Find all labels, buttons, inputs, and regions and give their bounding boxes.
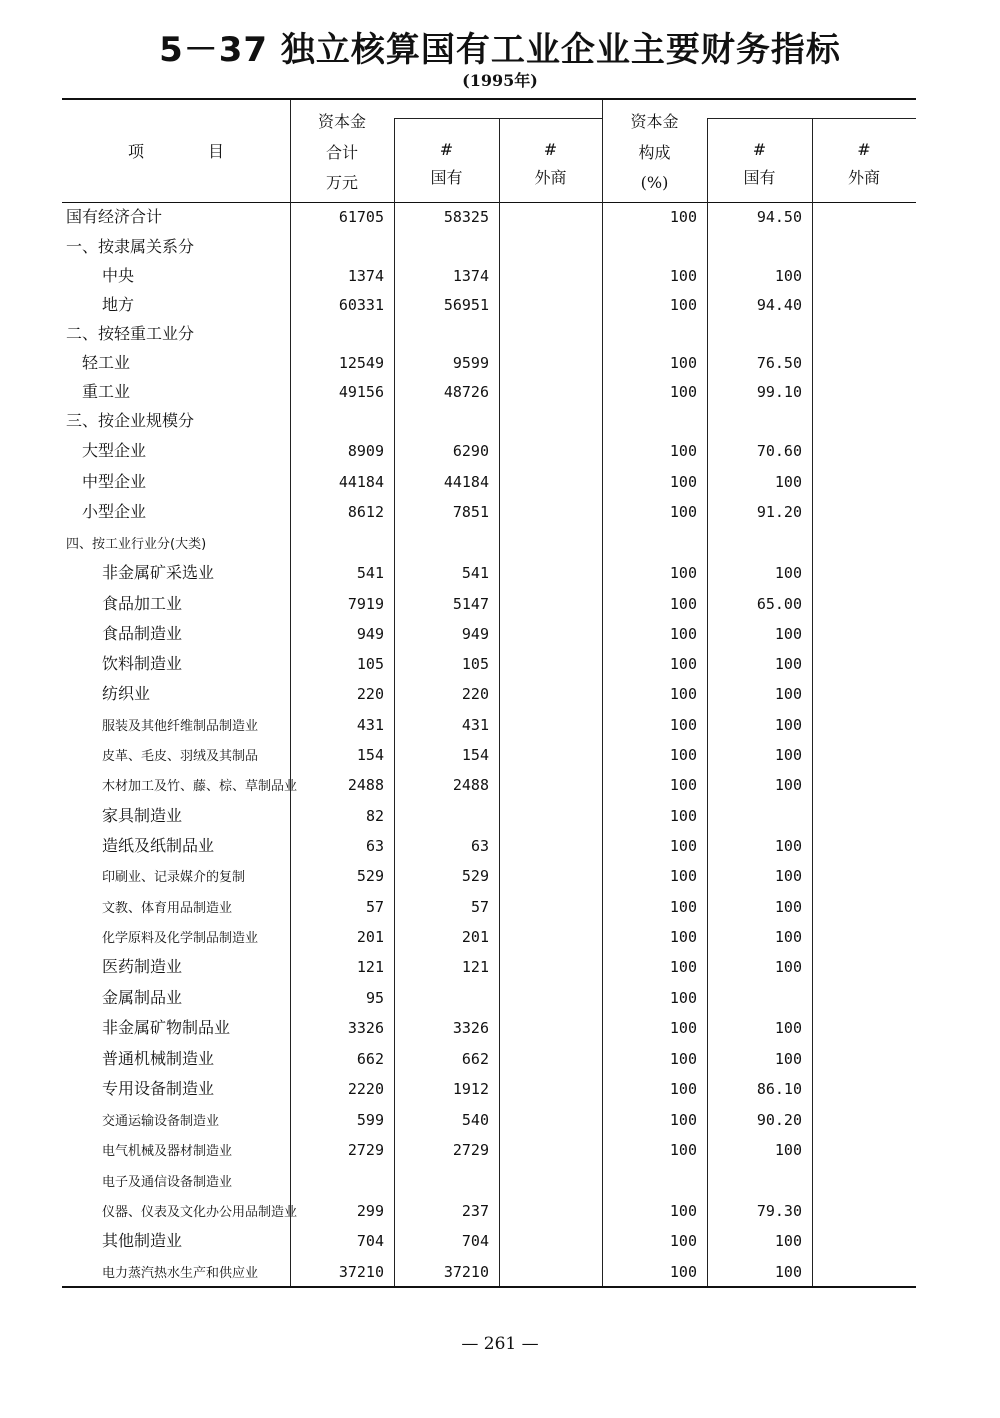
cell-total: 8612 — [347, 503, 384, 521]
table-row — [62, 681, 916, 707]
header-cap-total-3: 万元 — [325, 173, 358, 192]
row-label: 专用设备制造业 — [102, 1079, 215, 1098]
cell-total: 63 — [365, 837, 384, 855]
table-row — [62, 499, 916, 525]
row-label: 非金属矿物制品业 — [102, 1018, 231, 1037]
cell-comp: 100 — [669, 473, 697, 491]
cell-comp-state: 94.40 — [756, 296, 802, 314]
table-row — [62, 591, 916, 617]
row-label: 文教、体育用品制造业 — [102, 901, 233, 916]
cell-state: 2729 — [452, 1141, 489, 1159]
cell-state: 540 — [461, 1111, 489, 1129]
cell-total: 2729 — [347, 1141, 384, 1159]
cell-comp: 100 — [669, 807, 697, 825]
cell-comp: 100 — [669, 1050, 697, 1068]
cell-comp: 100 — [669, 1141, 697, 1159]
row-label: 小型企业 — [82, 502, 147, 521]
cell-comp-state: 99.10 — [756, 383, 802, 401]
cell-total: 662 — [356, 1050, 384, 1068]
cell-state: 220 — [461, 685, 489, 703]
table-row — [62, 712, 916, 738]
table-row — [62, 1137, 916, 1163]
cell-state: 949 — [461, 625, 489, 643]
cell-total: 37210 — [338, 1263, 384, 1281]
cell-comp-state: 100 — [774, 564, 802, 582]
cell-state: 5147 — [452, 595, 489, 613]
cell-total: 431 — [356, 716, 384, 734]
cell-total: 8909 — [347, 442, 384, 460]
row-label: 普通机械制造业 — [102, 1049, 215, 1068]
cell-comp: 100 — [669, 837, 697, 855]
row-label: 仪器、仪表及文化办公用品制造业 — [102, 1205, 298, 1220]
table-row — [62, 985, 916, 1011]
cell-total: 201 — [356, 928, 384, 946]
cell-comp: 100 — [669, 1019, 697, 1037]
cell-total: 949 — [356, 625, 384, 643]
cell-comp: 100 — [669, 685, 697, 703]
cell-comp-state: 100 — [774, 746, 802, 764]
cell-comp-state: 70.60 — [756, 442, 802, 460]
table-row — [62, 560, 916, 586]
table-row — [62, 321, 916, 347]
cell-total: 12549 — [338, 354, 384, 372]
cell-comp: 100 — [669, 564, 697, 582]
cell-comp: 100 — [669, 1232, 697, 1250]
row-label: 其他制造业 — [102, 1231, 183, 1250]
row-label: 三、按企业规模分 — [66, 411, 195, 430]
cell-total: 704 — [356, 1232, 384, 1250]
cell-comp: 100 — [669, 867, 697, 885]
header-cap-total-2: 合计 — [325, 143, 358, 162]
table-row — [62, 772, 916, 798]
cell-total: 44184 — [338, 473, 384, 491]
cell-comp-state: 100 — [774, 958, 802, 976]
cell-comp-state: 91.20 — [756, 503, 802, 521]
cell-comp-state: 94.50 — [756, 208, 802, 226]
page-subtitle: (1995年) — [462, 71, 538, 90]
cell-comp: 100 — [669, 267, 697, 285]
cell-comp-state: 100 — [774, 1232, 802, 1250]
cell-state: 57 — [470, 898, 489, 916]
cell-state: 201 — [461, 928, 489, 946]
row-label: 非金属矿采选业 — [102, 563, 215, 582]
header-comp-total-1: 资本金 — [630, 112, 679, 131]
header-comp-total-3: (%) — [640, 173, 669, 192]
row-label: 化学原料及化学制品制造业 — [102, 931, 259, 946]
subheader-rule — [394, 118, 602, 119]
table-row — [62, 263, 916, 289]
cell-comp: 100 — [669, 1111, 697, 1129]
table-row — [62, 894, 916, 920]
table-row — [62, 863, 916, 889]
cell-comp: 100 — [669, 503, 697, 521]
cell-state: 529 — [461, 867, 489, 885]
table-row — [62, 924, 916, 950]
row-label: 金属制品业 — [102, 988, 183, 1007]
row-label: 医药制造业 — [102, 957, 183, 976]
financial-table — [62, 98, 916, 1288]
cell-state: 121 — [461, 958, 489, 976]
header-cap-foreign-1: # — [543, 140, 558, 159]
table-row — [62, 469, 916, 495]
row-label: 中型企业 — [82, 472, 147, 491]
table-row — [62, 621, 916, 647]
cell-state: 541 — [461, 564, 489, 582]
cell-total: 3326 — [347, 1019, 384, 1037]
cell-comp-state: 100 — [774, 928, 802, 946]
row-label: 中央 — [102, 266, 135, 285]
header-bottom-rule — [62, 202, 916, 203]
row-label: 电子及通信设备制造业 — [102, 1175, 233, 1190]
cell-state: 2488 — [452, 776, 489, 794]
cell-state: 6290 — [452, 442, 489, 460]
cell-state: 56951 — [443, 296, 489, 314]
row-label: 食品制造业 — [102, 624, 183, 643]
table-row — [62, 530, 916, 556]
row-label: 电力蒸汽热水生产和供应业 — [102, 1266, 259, 1281]
cell-state: 1912 — [452, 1080, 489, 1098]
page-title: 5－37 独立核算国有工业企业主要财务指标 — [159, 30, 841, 70]
header-item: 项 目 — [127, 142, 224, 161]
table-row — [62, 1259, 916, 1285]
cell-comp: 100 — [669, 776, 697, 794]
cell-total: 529 — [356, 867, 384, 885]
cell-comp-state: 65.00 — [756, 595, 802, 613]
header-cap-foreign-2: 外商 — [534, 168, 567, 187]
row-label: 食品加工业 — [102, 594, 183, 613]
cell-state: 37210 — [443, 1263, 489, 1281]
row-label: 服装及其他纤维制品制造业 — [102, 719, 259, 734]
cell-comp-state: 100 — [774, 1050, 802, 1068]
table-row — [62, 1015, 916, 1041]
table-row — [62, 234, 916, 260]
cell-comp: 100 — [669, 655, 697, 673]
cell-comp: 100 — [669, 442, 697, 460]
cell-total: 2488 — [347, 776, 384, 794]
cell-comp-state: 79.30 — [756, 1202, 802, 1220]
row-label: 二、按轻重工业分 — [66, 324, 195, 343]
cell-total: 154 — [356, 746, 384, 764]
cell-comp-state: 100 — [774, 655, 802, 673]
header-cap-state-2: 国有 — [430, 168, 463, 187]
subheader-rule — [707, 118, 916, 119]
cell-state: 662 — [461, 1050, 489, 1068]
table-top-rule — [62, 98, 916, 100]
cell-total: 1374 — [347, 267, 384, 285]
cell-comp-state: 100 — [774, 473, 802, 491]
cell-comp-state: 90.20 — [756, 1111, 802, 1129]
table-row — [62, 292, 916, 318]
row-label: 一、按隶属关系分 — [66, 237, 195, 256]
cell-state: 431 — [461, 716, 489, 734]
cell-comp-state: 100 — [774, 625, 802, 643]
table-row — [62, 1107, 916, 1133]
cell-total: 49156 — [338, 383, 384, 401]
table-row — [62, 833, 916, 859]
cell-total: 121 — [356, 958, 384, 976]
table-row — [62, 350, 916, 376]
cell-comp: 100 — [669, 296, 697, 314]
table-row — [62, 742, 916, 768]
cell-total: 220 — [356, 685, 384, 703]
cell-total: 7919 — [347, 595, 384, 613]
header-comp-state-2: 国有 — [743, 168, 776, 187]
cell-state: 58325 — [443, 208, 489, 226]
cell-total: 2220 — [347, 1080, 384, 1098]
row-label: 皮革、毛皮、羽绒及其制品 — [102, 749, 259, 764]
cell-comp: 100 — [669, 898, 697, 916]
cell-comp: 100 — [669, 1080, 697, 1098]
row-label: 国有经济合计 — [66, 207, 163, 226]
cell-total: 95 — [365, 989, 384, 1007]
cell-comp-state: 100 — [774, 685, 802, 703]
cell-comp-state: 100 — [774, 776, 802, 794]
cell-comp-state: 100 — [774, 837, 802, 855]
cell-comp-state: 100 — [774, 898, 802, 916]
cell-state: 48726 — [443, 383, 489, 401]
row-label: 木材加工及竹、藤、棕、草制品业 — [102, 779, 298, 794]
cell-total: 60331 — [338, 296, 384, 314]
row-label: 造纸及纸制品业 — [102, 836, 215, 855]
table-row — [62, 379, 916, 405]
cell-state: 63 — [470, 837, 489, 855]
cell-total: 61705 — [338, 208, 384, 226]
cell-comp-state: 100 — [774, 1263, 802, 1281]
table-row — [62, 204, 916, 230]
cell-comp: 100 — [669, 354, 697, 372]
cell-state: 704 — [461, 1232, 489, 1250]
cell-comp: 100 — [669, 746, 697, 764]
header-comp-total-2: 构成 — [638, 143, 671, 162]
cell-total: 599 — [356, 1111, 384, 1129]
row-label: 轻工业 — [82, 353, 131, 372]
table-row — [62, 1168, 916, 1194]
table-row — [62, 438, 916, 464]
cell-state: 1374 — [452, 267, 489, 285]
cell-state: 7851 — [452, 503, 489, 521]
header-comp-foreign-1: # — [857, 140, 871, 159]
cell-comp: 100 — [669, 208, 697, 226]
table-row — [62, 1076, 916, 1102]
cell-state: 154 — [461, 746, 489, 764]
header-cap-total-1: 资本金 — [317, 112, 366, 131]
cell-comp: 100 — [669, 928, 697, 946]
cell-comp-state: 76.50 — [756, 354, 802, 372]
cell-state: 3326 — [452, 1019, 489, 1037]
row-label: 饮料制造业 — [102, 654, 183, 673]
cell-comp-state: 100 — [774, 716, 802, 734]
table-row — [62, 408, 916, 434]
row-label: 家具制造业 — [102, 806, 183, 825]
cell-comp: 100 — [669, 383, 697, 401]
cell-total: 541 — [356, 564, 384, 582]
cell-comp-state: 100 — [774, 1019, 802, 1037]
table-row — [62, 1198, 916, 1224]
cell-comp: 100 — [669, 716, 697, 734]
row-label: 交通运输设备制造业 — [102, 1114, 220, 1129]
cell-comp-state: 100 — [774, 1141, 802, 1159]
page-number: — 261 — — [461, 1334, 539, 1354]
cell-state: 237 — [461, 1202, 489, 1220]
cell-comp: 100 — [669, 989, 697, 1007]
row-label: 四、按工业行业分(大类) — [66, 537, 207, 552]
cell-state: 44184 — [443, 473, 489, 491]
table-row — [62, 651, 916, 677]
row-label: 纺织业 — [102, 684, 151, 703]
row-label: 重工业 — [82, 382, 131, 401]
row-label: 大型企业 — [82, 441, 147, 460]
row-label: 电气机械及器材制造业 — [102, 1144, 233, 1159]
header-comp-state-1: # — [752, 140, 767, 159]
cell-comp: 100 — [669, 625, 697, 643]
cell-comp: 100 — [669, 958, 697, 976]
row-label: 印刷业、记录媒介的复制 — [102, 870, 246, 885]
table-row — [62, 1046, 916, 1072]
cell-total: 57 — [365, 898, 384, 916]
cell-comp: 100 — [669, 1263, 697, 1281]
cell-total: 299 — [356, 1202, 384, 1220]
cell-state: 105 — [461, 655, 489, 673]
table-row — [62, 954, 916, 980]
table-row — [62, 803, 916, 829]
table-row — [62, 1228, 916, 1254]
row-label: 地方 — [102, 295, 135, 314]
cell-comp-state: 86.10 — [756, 1080, 802, 1098]
cell-comp: 100 — [669, 595, 697, 613]
table-bottom-rule — [62, 1286, 916, 1288]
cell-state: 9599 — [452, 354, 489, 372]
cell-comp-state: 100 — [774, 267, 802, 285]
header-comp-foreign-2: 外商 — [847, 168, 880, 187]
cell-total: 105 — [356, 655, 384, 673]
header-cap-state-1: # — [439, 140, 454, 159]
cell-comp-state: 100 — [774, 867, 802, 885]
cell-comp: 100 — [669, 1202, 697, 1220]
cell-total: 82 — [365, 807, 384, 825]
